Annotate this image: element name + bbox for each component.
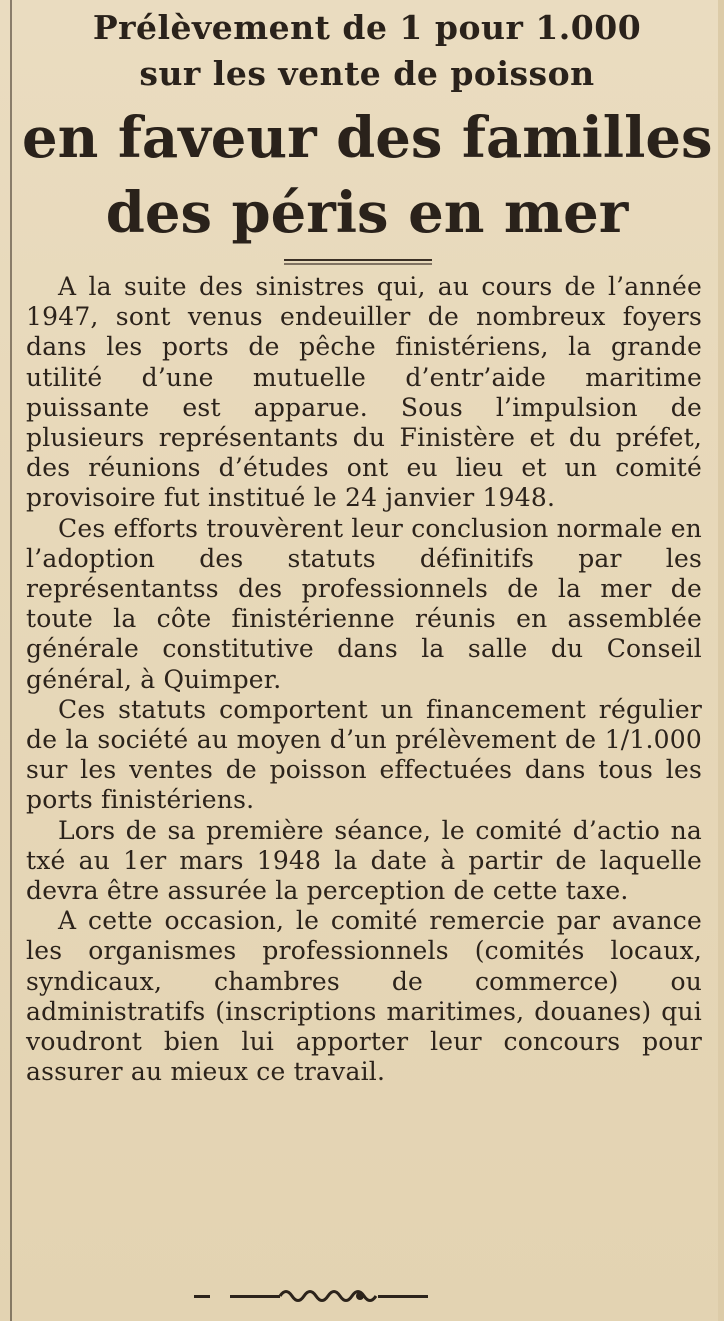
- paragraph-3: Ces statuts comportent un financement régulier de la société au moyen d’un prélèvement de 1/1.000 sur les ventes de poisson effectuées dans tous les ports finistériens.: [26, 694, 702, 815]
- headline-line-3: en faveur des familles: [22, 105, 713, 171]
- paper-edge: [718, 0, 724, 1321]
- wavy-ornament-icon: [190, 1286, 450, 1306]
- paragraph-2: Ces efforts trouvèrent leur conclusion normale en l’adoption des statuts définitifs par les représentantss des professionnels de la mer de toute la côte finistérienne réunis en assemblée générale constitutive dans la salle du Conseil général, à Quimper.: [26, 513, 702, 694]
- column-rule: [10, 0, 12, 1321]
- headline-line-4: des péris en mer: [105, 180, 629, 246]
- headline-line-2: sur les vente de poisson: [139, 54, 595, 93]
- paragraph-5: A cette occasion, le comité remercie par avance les organismes professionnels (comités locaux, syndicaux, chambres de commerce) ou administratifs (inscriptions maritimes, douanes) qui voudront bien lui apporter leur concours pour assurer au mieux ce travail.: [26, 906, 702, 1087]
- paragraph-1: A la suite des sinistres qui, au cours de l’année 1947, sont venus endeuiller de nombreux foyers dans les ports de pêche finistériens, la grande utilité d’une mutuelle d’entr’aide maritime puissante est apparue. Sous l’impulsion de plusieurs représentants du Finistère et du préfet, des réunions d’études ont eu lieu et un comité provisoire fut institué le 24 janvier 1948.: [26, 272, 702, 513]
- headline-line-1: Prélèvement de 1 pour 1.000: [92, 8, 642, 47]
- paragraph-4: Lors de sa première séance, le comité d’actio na txé au 1er mars 1948 la date à partir de laquelle devra être assurée la perception de cette taxe.: [26, 815, 702, 906]
- double-rule-ornament-icon: [284, 259, 432, 265]
- article-body: [26, 272, 702, 1087]
